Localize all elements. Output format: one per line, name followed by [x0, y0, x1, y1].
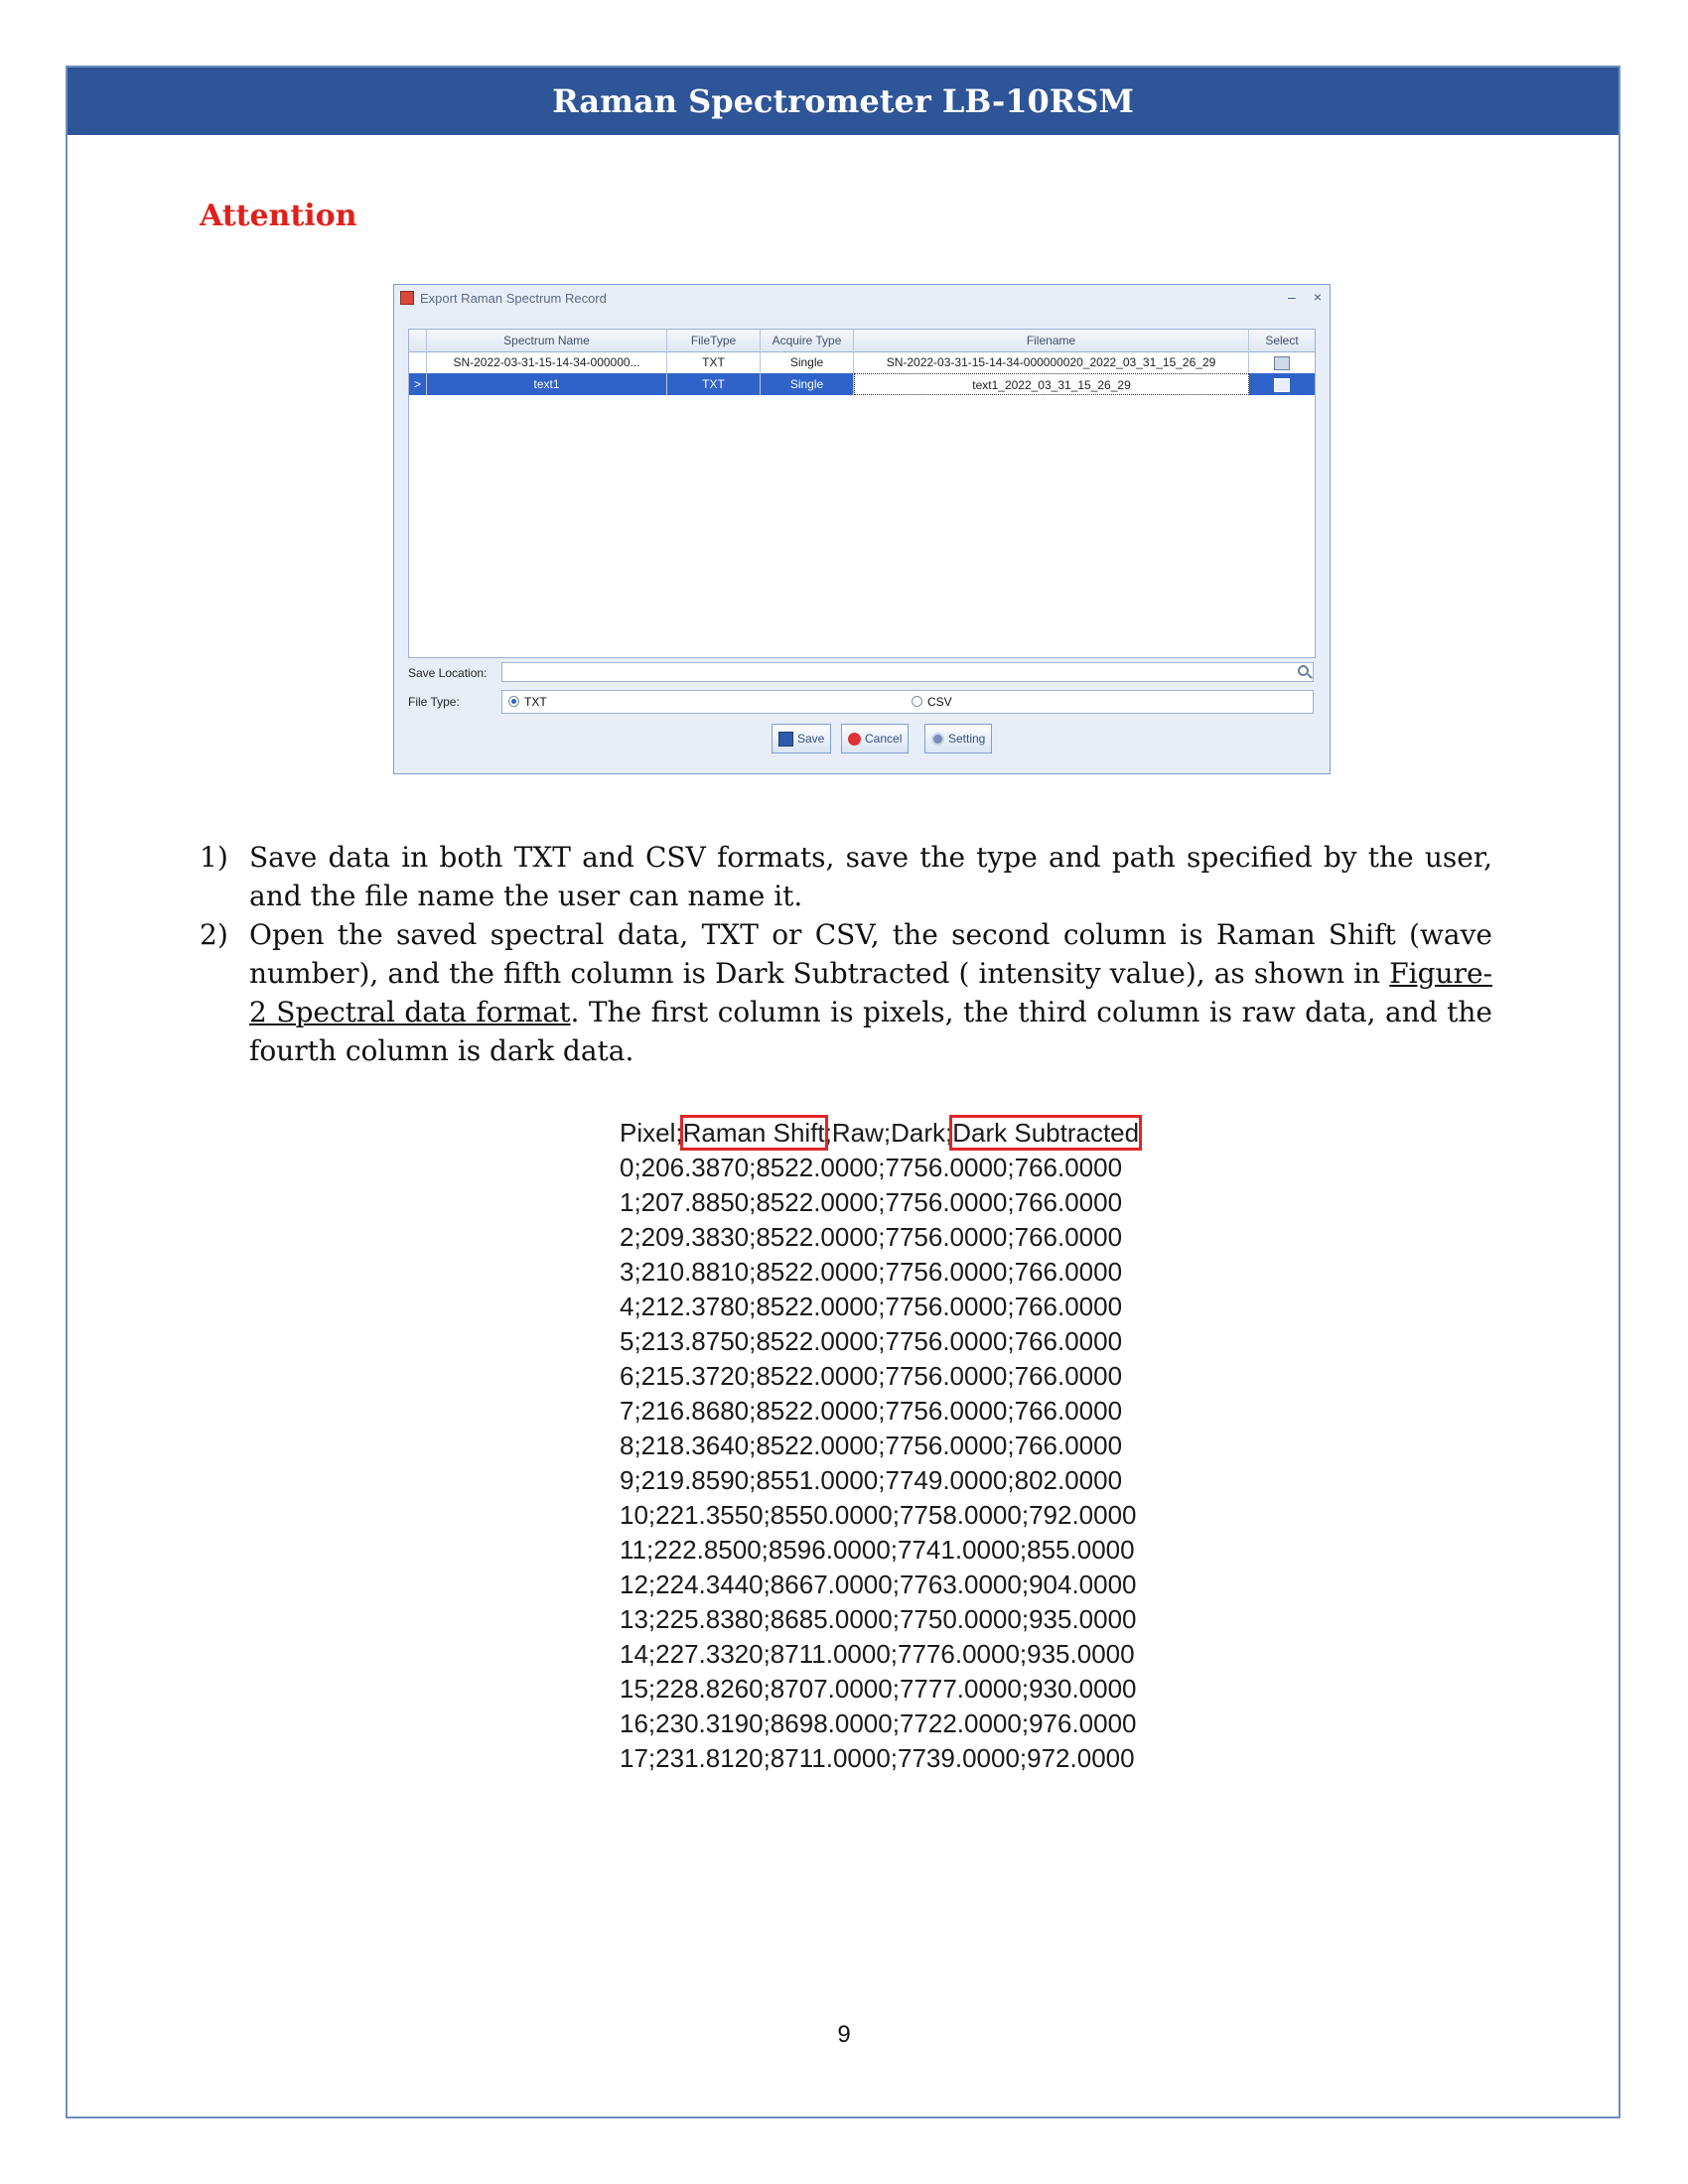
document-title: Raman Spectrometer LB-10RSM: [552, 82, 1134, 120]
dark-subtracted-header: Dark Subtracted: [952, 1118, 1140, 1148]
data-row: 17;231.8120;8711.0000;7739.0000;972.0000: [620, 1743, 1135, 1773]
filename-cell[interactable]: SN-2022-03-31-15-14-34-000000020_2022_03_31_15_26_29: [854, 351, 1249, 373]
data-header-row: [620, 1116, 1139, 1151]
table-row[interactable]: [409, 351, 1315, 373]
table-row-selected[interactable]: [409, 373, 1315, 395]
data-row: 5;213.8750;8522.0000;7756.0000;766.0000: [620, 1326, 1123, 1356]
filetype-cell: TXT: [667, 351, 761, 373]
data-row: 7;216.8680;8522.0000;7756.0000;766.0000: [620, 1396, 1123, 1426]
csv-radio-label[interactable]: CSV: [927, 695, 952, 709]
acquire-type-cell: Single: [761, 351, 854, 373]
row-indicator: >: [409, 373, 427, 395]
filetype-cell: TXT: [667, 373, 761, 395]
save-location-input[interactable]: [501, 662, 1314, 682]
cancel-button-label: Cancel: [865, 732, 903, 746]
save-icon: [778, 732, 793, 747]
txt-radio[interactable]: [508, 696, 519, 707]
data-row: 10;221.3550;8550.0000;7758.0000;792.0000: [620, 1500, 1137, 1530]
filename-cell[interactable]: text1_2022_03_31_15_26_29: [854, 373, 1249, 395]
list-item: [200, 915, 1492, 1070]
data-row: 1;207.8850;8522.0000;7756.0000;766.0000: [620, 1187, 1123, 1217]
data-row: 8;218.3640;8522.0000;7756.0000;766.0000: [620, 1431, 1123, 1460]
list-item: [200, 838, 1492, 915]
file-type-label: File Type:: [408, 695, 460, 709]
data-row: 6;215.3720;8522.0000;7756.0000;766.0000: [620, 1361, 1123, 1391]
select-icon[interactable]: [1274, 378, 1290, 392]
column-header-spectrum-name[interactable]: Spectrum Name: [427, 330, 667, 351]
app-icon: [400, 291, 414, 305]
select-cell[interactable]: [1249, 351, 1315, 373]
data-row: 11;222.8500;8596.0000;7741.0000;855.0000: [620, 1535, 1135, 1565]
csv-radio[interactable]: [912, 696, 922, 707]
data-row: 15;228.8260;8707.0000;7777.0000;930.0000: [620, 1674, 1137, 1704]
save-button-label: Save: [797, 732, 825, 746]
list-item-number: 1): [200, 841, 228, 874]
gear-icon: [931, 733, 944, 746]
list-item-number: 2): [200, 918, 228, 951]
spectrum-grid: [408, 329, 1316, 658]
cancel-icon: [848, 733, 861, 746]
select-cell[interactable]: [1249, 373, 1315, 395]
data-row: 3;210.8810;8522.0000;7756.0000;766.0000: [620, 1257, 1123, 1287]
data-row: 9;219.8590;8551.0000;7749.0000;802.0000: [620, 1465, 1123, 1495]
save-location-label: Save Location:: [408, 666, 488, 680]
raman-shift-header: Raman Shift: [682, 1118, 825, 1148]
save-button[interactable]: [772, 724, 831, 753]
txt-radio-label[interactable]: TXT: [524, 695, 547, 709]
setting-button-label: Setting: [948, 732, 986, 746]
close-button[interactable]: ×: [1313, 289, 1322, 305]
attention-heading: Attention: [200, 199, 357, 233]
acquire-type-cell: Single: [761, 373, 854, 395]
pixel-header: Pixel;: [620, 1118, 683, 1148]
grid-header: [409, 330, 1315, 352]
row-indicator-header: [409, 330, 427, 351]
column-header-acquire-type[interactable]: Acquire Type: [761, 330, 854, 351]
minimize-button[interactable]: –: [1288, 289, 1296, 305]
list-item-text: Save data in both TXT and CSV formats, save the type and path specified by the user, and the file name the user can name it.: [249, 841, 1492, 912]
column-header-select[interactable]: Select: [1265, 334, 1299, 347]
spectrum-name-cell: SN-2022-03-31-15-14-34-000000...: [427, 351, 667, 373]
column-header-filetype[interactable]: FileType: [667, 330, 761, 351]
row-indicator: [409, 351, 427, 373]
select-icon[interactable]: [1274, 356, 1290, 370]
browse-search-icon[interactable]: [1298, 665, 1309, 676]
setting-button[interactable]: [924, 724, 992, 753]
data-row: 2;209.3830;8522.0000;7756.0000;766.0000: [620, 1222, 1123, 1252]
dialog-title: Export Raman Spectrum Record: [420, 290, 607, 306]
spectrum-name-cell: text1: [427, 373, 667, 395]
data-row: 14;227.3320;8711.0000;7776.0000;935.0000: [620, 1639, 1135, 1669]
list-item-text-b: . The first column is pixels, the third column is raw data, and the fourth column is dark data.: [249, 996, 1492, 1067]
figure-reference-link[interactable]: Figure-2 Spectral data format: [249, 957, 1492, 1028]
dialog-titlebar: [394, 285, 1330, 311]
data-row: 12;224.3440;8667.0000;7763.0000;904.0000: [620, 1570, 1137, 1599]
file-type-group: [501, 690, 1314, 714]
spectral-data-sample: [620, 1116, 1139, 1776]
column-header-filename[interactable]: Filename: [854, 330, 1249, 351]
data-row: 16;230.3190;8698.0000;7722.0000;976.0000: [620, 1708, 1137, 1738]
cancel-button[interactable]: [841, 724, 909, 753]
export-dialog: [393, 284, 1331, 774]
page-number: 9: [837, 2021, 851, 2048]
data-row: 4;212.3780;8522.0000;7756.0000;766.0000: [620, 1292, 1123, 1321]
instruction-list: [200, 838, 1492, 1070]
list-item-text-a: Open the saved spectral data, TXT or CSV, the second column is Raman Shift (wave number), and the fifth column is Dark Subtracted ( intensity value), as shown in: [249, 918, 1492, 990]
raw-dark-header: ;Raw;Dark;: [824, 1118, 953, 1148]
data-row: 13;225.8380;8685.0000;7750.0000;935.0000: [620, 1604, 1137, 1634]
data-row: 0;206.3870;8522.0000;7756.0000;766.0000: [620, 1153, 1123, 1182]
header-bar: [68, 68, 1618, 135]
